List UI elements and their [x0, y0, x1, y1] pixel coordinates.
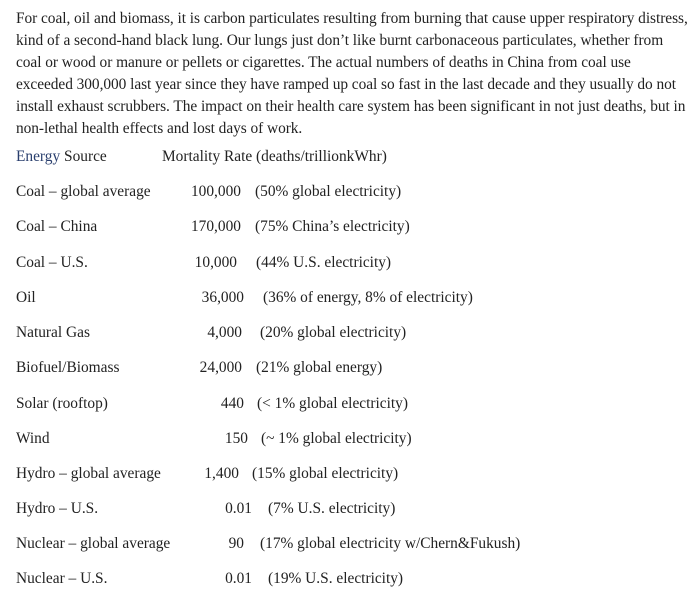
mortality-rate: 36,000: [201, 289, 244, 306]
share-note: (~ 1% global electricity): [261, 430, 412, 447]
table-row: [16, 322, 676, 344]
table-row: [16, 498, 676, 520]
share-note: (7% U.S. electricity): [268, 500, 396, 517]
mortality-rate: 150: [224, 430, 248, 447]
mortality-rate: 90: [228, 535, 244, 552]
table-header: [16, 146, 676, 168]
energy-source: Hydro – global average: [16, 465, 161, 482]
table-row: [16, 216, 676, 238]
header-mortality-rate: Mortality Rate (deaths/trillionkWhr): [162, 148, 387, 165]
energy-source: Oil: [16, 289, 36, 306]
energy-source: Wind: [16, 430, 50, 447]
table-row: [16, 428, 676, 450]
share-note: (20% global electricity): [260, 324, 407, 341]
energy-link[interactable]: Energy: [16, 148, 61, 165]
share-note: (19% U.S. electricity): [268, 570, 404, 587]
share-note: (15% global electricity): [252, 465, 399, 482]
energy-source: Nuclear – U.S.: [16, 570, 108, 587]
share-note: (75% China’s electricity): [255, 218, 410, 235]
table-row: [16, 287, 676, 309]
mortality-rate: 0.01: [225, 500, 252, 517]
energy-source: Coal – China: [16, 218, 98, 235]
header-source-label: Source: [60, 148, 107, 165]
mortality-rate: 1,400: [204, 465, 239, 482]
mortality-rate: 0.01: [225, 570, 252, 587]
mortality-rate: 440: [220, 395, 244, 412]
energy-source: Coal – U.S.: [16, 254, 88, 271]
share-note: (17% global electricity w/Chern&Fukush): [260, 535, 521, 552]
mortality-rate: 24,000: [199, 359, 242, 376]
share-note: (< 1% global electricity): [257, 395, 408, 412]
mortality-rate: 170,000: [190, 218, 241, 235]
mortality-rate: 10,000: [194, 254, 237, 271]
share-note: (50% global electricity): [255, 183, 402, 200]
mortality-rate: 4,000: [207, 324, 242, 341]
table-row: [16, 252, 676, 274]
table-row: [16, 533, 676, 555]
energy-source: Biofuel/Biomass: [16, 359, 120, 376]
energy-source: Hydro – U.S.: [16, 500, 99, 517]
energy-source: Coal – global average: [16, 183, 151, 200]
energy-source: Natural Gas: [16, 324, 90, 341]
share-note: (21% global energy): [256, 359, 383, 376]
table-row: [16, 393, 676, 415]
energy-source: Solar (rooftop): [16, 395, 108, 412]
table-row: [16, 463, 676, 485]
table-row: [16, 357, 676, 379]
share-note: (44% U.S. electricity): [256, 254, 392, 271]
header-energy-source: [16, 146, 107, 168]
table-row: [16, 181, 676, 203]
table-row: [16, 568, 676, 590]
share-note: (36% of energy, 8% of electricity): [263, 289, 473, 306]
intro-paragraph: For coal, oil and biomass, it is carbon particulates resulting from burning that cause upper respiratory distress, kind of a second-hand black lung. Our lungs just don’t like burnt carbonaceous particulates, whether from coal or wood or manure or pellets or cigarettes. The actual numbers of deaths in China from coal use exceeded 300,000 last year since they have ramped up coal so fast in the last decade and they usually do not install exhaust scrubbers. The impact on their health care system has been significant in not just deaths, but in non-lethal health effects and lost days of work.: [16, 10, 688, 137]
energy-source: Nuclear – global average: [16, 535, 171, 552]
mortality-rate: 100,000: [190, 183, 241, 200]
